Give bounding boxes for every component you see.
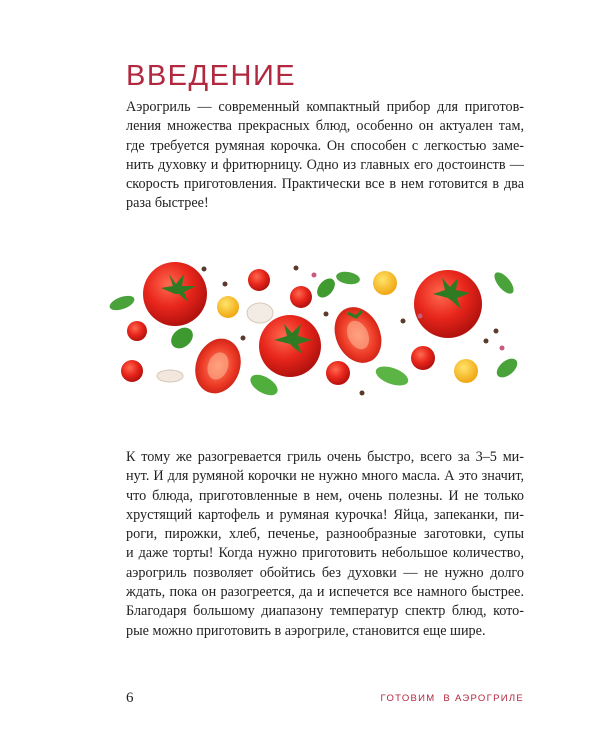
halved-tomato-icon — [188, 332, 248, 398]
text-line: скорость приготовления. Практически все в нем готовится в два — [126, 176, 524, 193]
tomato-icon — [414, 270, 482, 338]
page-number: 6 — [126, 690, 134, 706]
basil-leaf-icon — [108, 293, 137, 313]
cherry-tomato-icon — [248, 269, 270, 291]
text-line: раза быстрее! — [126, 195, 209, 212]
basil-leaf-icon — [167, 323, 197, 352]
yellow-tomato-icon — [217, 296, 239, 318]
basil-leaf-icon — [491, 269, 517, 297]
cherry-tomato-icon — [127, 321, 147, 341]
tomato-icon — [259, 315, 321, 377]
tomato-illustration — [100, 258, 530, 398]
cherry-tomato-icon — [290, 286, 312, 308]
text-line: Благодаря большому диапазону температур спектр блюд, кото- — [126, 603, 524, 620]
intro-paragraph — [126, 98, 524, 214]
running-head: ГОТОВИМ В АЭРОГРИЛЕ — [380, 693, 524, 704]
tomato-icon — [143, 262, 207, 326]
cherry-tomato-icon — [121, 360, 143, 382]
text-line: К тому же разогревается гриль очень быстро, всего за 3–5 ми- — [126, 449, 524, 465]
body-paragraph — [126, 448, 524, 641]
text-line: и даже торты! Когда нужно приготовить небольшое количество, — [126, 545, 524, 562]
basil-leaf-icon — [314, 275, 339, 301]
basil-leaf-icon — [335, 270, 361, 286]
cherry-tomato-icon — [326, 361, 350, 385]
text-line: Аэрогриль — современный компактный прибор для приготов- — [126, 99, 524, 115]
garlic-icon — [247, 303, 273, 323]
garlic-icon — [157, 370, 183, 382]
cherry-tomato-icon — [411, 346, 435, 370]
chapter-title: ВВЕДЕНИЕ — [126, 60, 297, 92]
basil-leaf-icon — [373, 363, 410, 390]
basil-leaf-icon — [247, 371, 281, 398]
text-line: хрустящий картофель и румяная курочка! Яйца, запеканки, пи- — [126, 506, 524, 523]
text-line: ления множества прекрасных блюд, особенно он актуален там, — [126, 118, 524, 135]
text-line: нут. И для румяной корочки не нужно много масла. А это значит, — [126, 468, 524, 485]
text-line: роги, пирожки, хлеб, печенье, разнообразные заготовки, супы — [126, 526, 524, 543]
yellow-tomato-icon — [454, 359, 478, 383]
text-line: что блюда, приготовленные в нем, очень полезны. И не только — [126, 487, 524, 504]
text-line: рые можно приготовить в аэрогриле, становится еще шире. — [126, 622, 486, 639]
basil-leaf-icon — [493, 355, 520, 381]
halved-tomato-icon — [326, 299, 390, 370]
text-line: нить духовку и фритюрницу. Одно из главных его достоинств — — [126, 156, 524, 173]
text-line: аэрогриль позволяет обойтись без духовки — не нужно долго — [126, 564, 524, 581]
text-line: где требуется румяная корочка. Он способен с легкостью заме- — [126, 137, 524, 154]
text-line: ждать, пока он разогреется, да и испечется все намного быстрее. — [126, 584, 524, 601]
yellow-tomato-icon — [373, 271, 397, 295]
